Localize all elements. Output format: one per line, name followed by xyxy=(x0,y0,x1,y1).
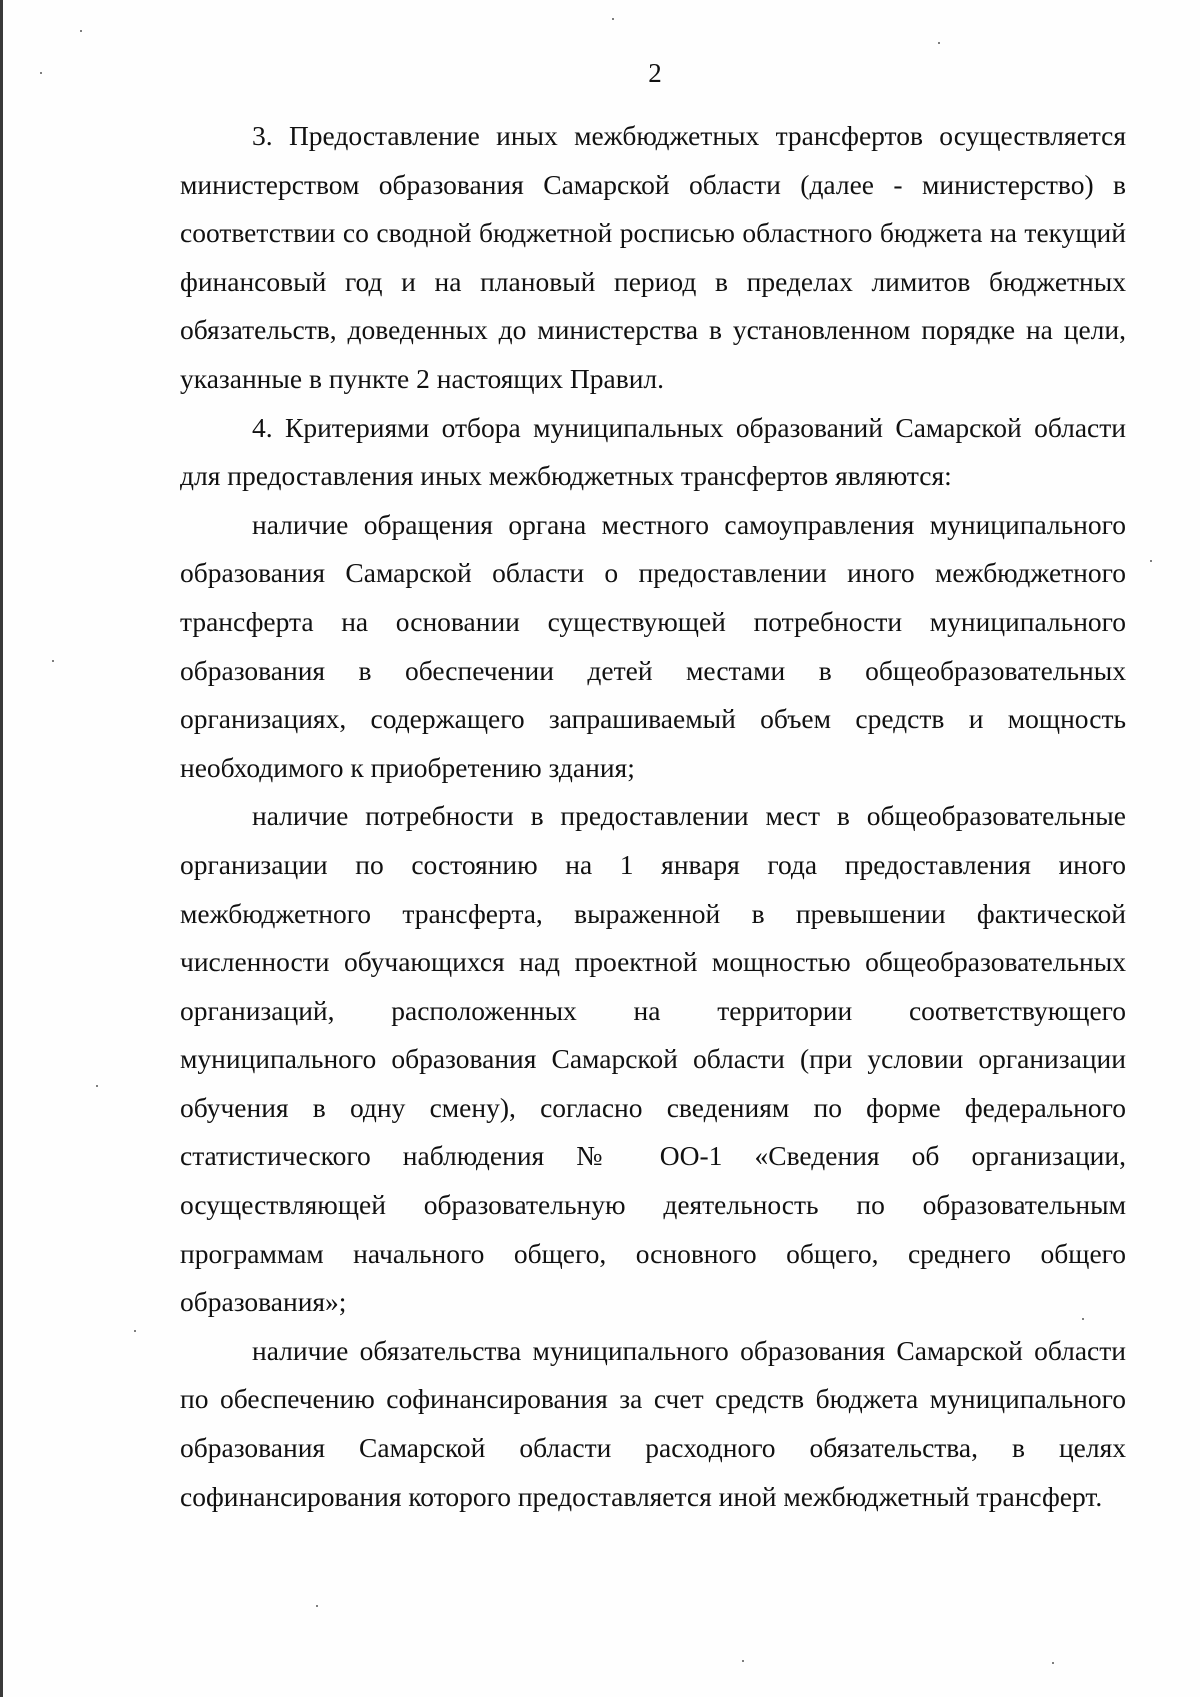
scan-speck xyxy=(40,72,42,74)
document-body xyxy=(180,112,1126,1521)
page-number: 2 xyxy=(648,58,662,88)
scan-speck xyxy=(742,1660,744,1662)
scan-speck xyxy=(52,660,54,662)
scan-speck xyxy=(1082,1318,1084,1320)
paragraph-4-criteria: 4. Критериями отбора муниципальных образований Самарской области для предоставления иных межбюджетных трансфертов являются: xyxy=(180,411,1126,492)
scan-speck xyxy=(1052,1662,1054,1664)
scan-speck xyxy=(938,42,940,44)
scan-speck xyxy=(134,1330,136,1332)
paragraph-3-provision: 3. Предоставление иных межбюджетных трансфертов осуществляется министерством образования Самарской области (далее - министерство) в соответствии со сводной бюджетной росписью областного бюджета на текущий финансовый год и на плановый период в пределах лимитов бюджетных обязательств, доведенных до министерства в установленном порядке на цели, указанные в пункте 2 настоящих Правил. xyxy=(180,120,1126,394)
scan-left-edge xyxy=(0,0,3,1697)
criterion-need: наличие потребности в предоставлении мест в общеобразовательные организации по состоянию на 1 января года предоставления иного межбюджетного трансферта, выраженной в превышении фактической численности обучающихся над проектной мощностью общеобразовательных организаций, расположенных на территории соответствующего муниципального образования Самарской области (при условии организации обучения в одну смену), согласно сведениям по форме федерального статистического наблюдения № ОО-1 «Сведения об организации, осуществляющей образовательную деятельность по образовательным программам начального общего, основного общего, среднего общего образования»; xyxy=(180,800,1126,1318)
scan-speck xyxy=(612,18,614,20)
scan-speck xyxy=(96,1085,98,1087)
criterion-request: наличие обращения органа местного самоуправления муниципального образования Самарской области о предоставлении иного межбюджетного трансферта на основании существующей потребности муниципального образования в обеспечении детей местами в общеобразовательных организациях, содержащего запрашиваемый объем средств и мощность необходимого к приобретению здания; xyxy=(180,508,1126,783)
scan-speck xyxy=(80,30,82,32)
scan-speck xyxy=(1150,560,1152,562)
criterion-cofinancing: наличие обязательства муниципального образования Самарской области по обеспечению софинансирования за счет средств бюджета муниципального образования Самарской области расходного обязательства, в целях софинансирования которого предоставляется иной межбюджетный трансферт. xyxy=(180,1334,1126,1512)
scan-speck xyxy=(316,1605,318,1607)
